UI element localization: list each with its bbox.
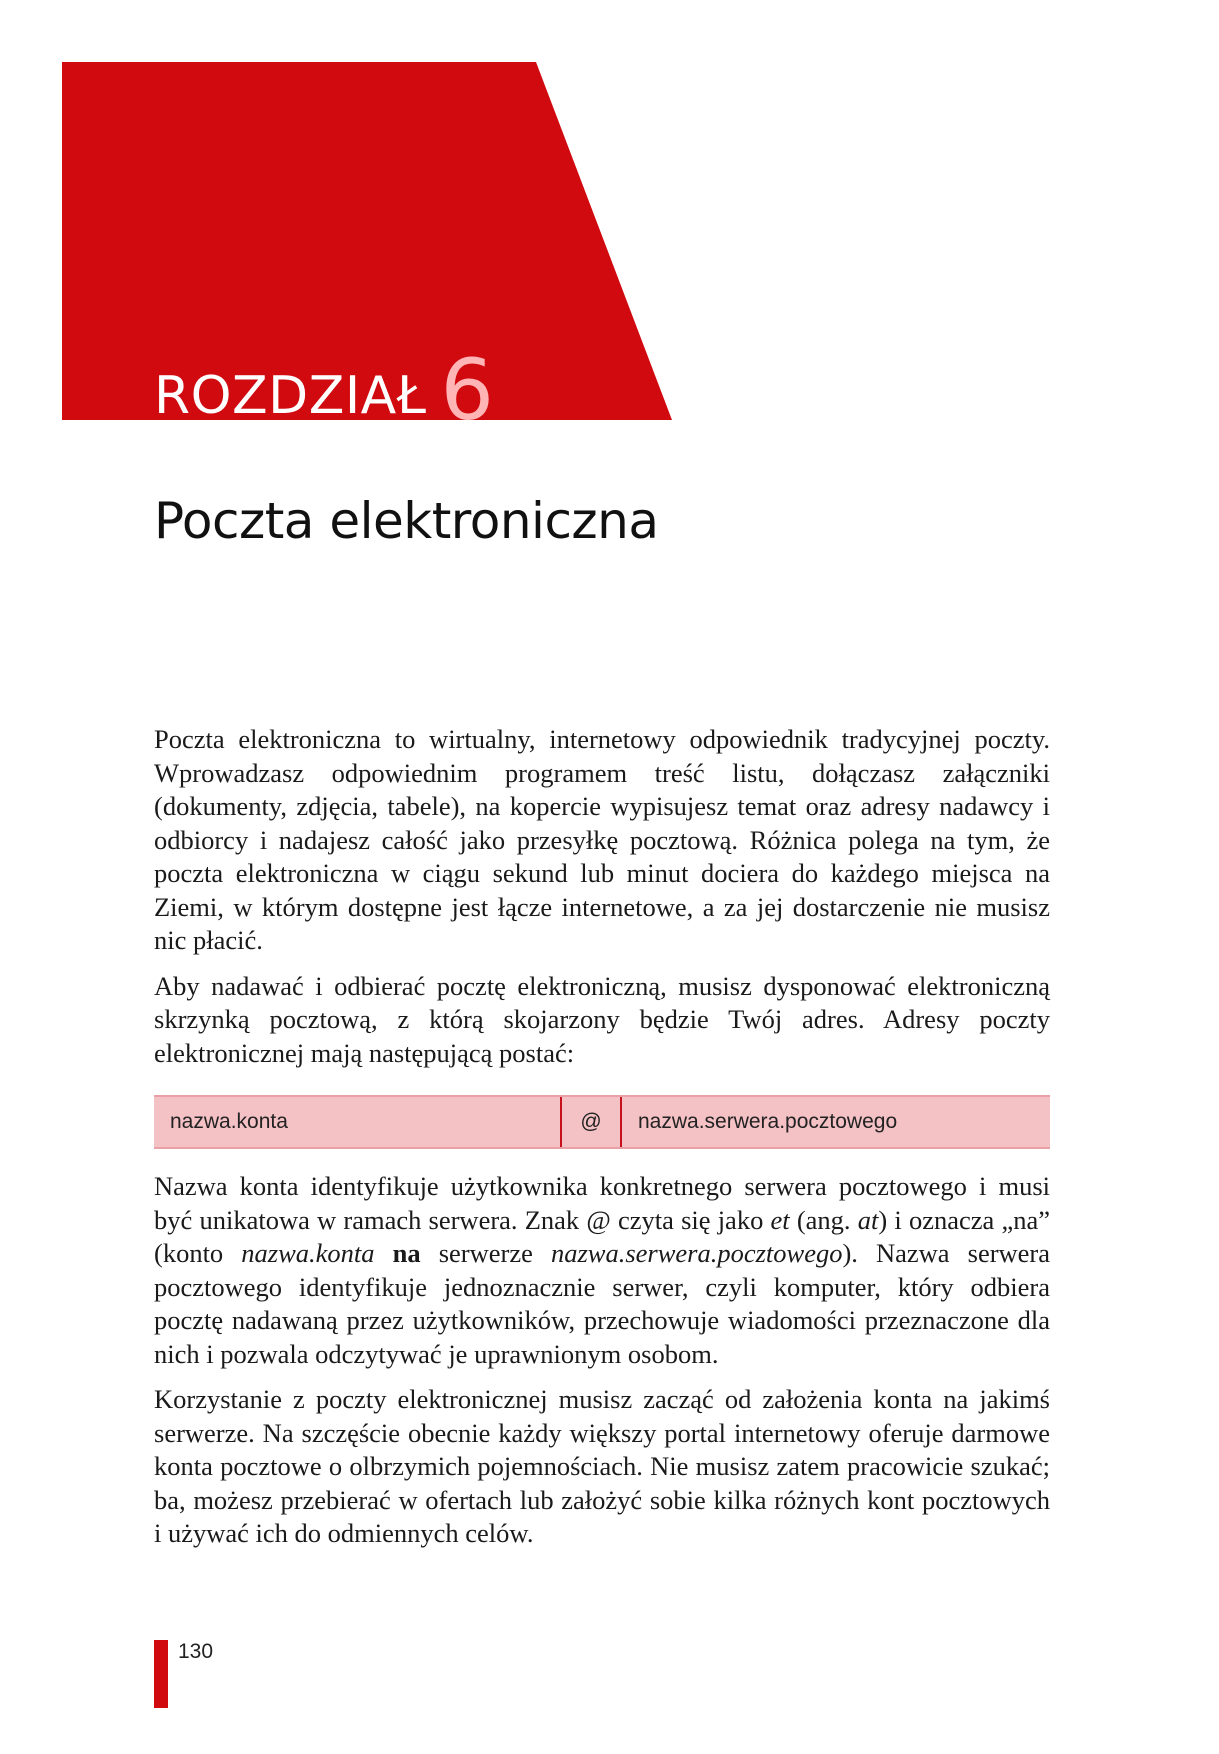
address-format-table (154, 1095, 1050, 1149)
bold-term-na: na (392, 1238, 421, 1268)
paragraph-intro: Poczta elektroniczna to wirtualny, internetowy odpowiednik tradycyjnej poczty. Wprowadzasz odpowiednim programem treść listu, dołączasz załączniki (dokumenty, zdjęcia, tabele), na kopercie wypisujesz temat oraz adresy nadawcy i odbiorcy i nadajesz całość jako przesyłkę pocztową. Różnica polega na tym, że poczta elektroniczna w ciągu sekund lub minut dociera do każdego miejsca na Ziemi, w którym dostępne jest łącze internetowe, a za jej dostarczenie nie musisz nic płacić. (154, 724, 1050, 955)
text-segment: serwerze (420, 1238, 551, 1268)
page-number: 130 (178, 1640, 214, 1663)
address-server-cell: nazwa.serwera.pocztowego (638, 1110, 898, 1133)
chapter-word: ROZDZIAŁ (154, 366, 427, 426)
address-account-cell: nazwa.konta (154, 1097, 562, 1147)
paragraph-account-name (154, 1170, 1050, 1371)
text-segment: ). Nazwa serwera pocztowego identyfikuje jednoznacznie serwer, czyli komputer, który odbiera pocztę nadawaną przez użytkowników, przechowuje wiadomości przeznaczone dla nich i pozwala odczytywać je uprawnionym osobom. (154, 1238, 1051, 1369)
chapter-number: 6 (440, 341, 495, 439)
body-text-bottom (154, 1170, 1050, 1563)
italic-account-name: nazwa.konta (241, 1238, 375, 1268)
italic-term-et: et (770, 1204, 790, 1235)
text-segment: (ang. (789, 1204, 858, 1235)
italic-server-name: nazwa.serwera.pocztowego (550, 1238, 843, 1268)
page-number-bar (154, 1640, 168, 1708)
italic-term-at: at (857, 1204, 879, 1235)
chapter-label (154, 335, 495, 439)
text-segment: ) i oznacza „na” (konto (154, 1204, 1050, 1268)
address-at-cell: @ (562, 1097, 622, 1147)
paragraph-mailbox: Aby nadawać i odbierać pocztę elektroniczną, musisz dysponować elektroniczną skrzynką pocztową, z którą skojarzony będzie Twój adres. Adresy poczty elektronicznej mają następującą postać: (154, 970, 1050, 1068)
text-segment: Nazwa konta identyfikuje użytkownika konkretnego serwera pocztowego i musi być unikatowa w ramach serwera. Znak @ czyta się jako (154, 1171, 1050, 1235)
chapter-title: Poczta elektroniczna (154, 492, 659, 550)
body-text-top (154, 723, 1050, 1082)
paragraph-getting-started: Korzystanie z poczty elektronicznej musisz zacząć od założenia konta na jakimś serwerze. Na szczęście obecnie każdy większy portal internetowy oferuje darmowe konta pocztowe o olbrzymich pojemnościach. Nie musisz zatem pracowicie szukać; ba, możesz przebierać w ofertach lub założyć sobie kilka różnych kont pocztowych i używać ich do odmiennych celów. (154, 1384, 1050, 1548)
